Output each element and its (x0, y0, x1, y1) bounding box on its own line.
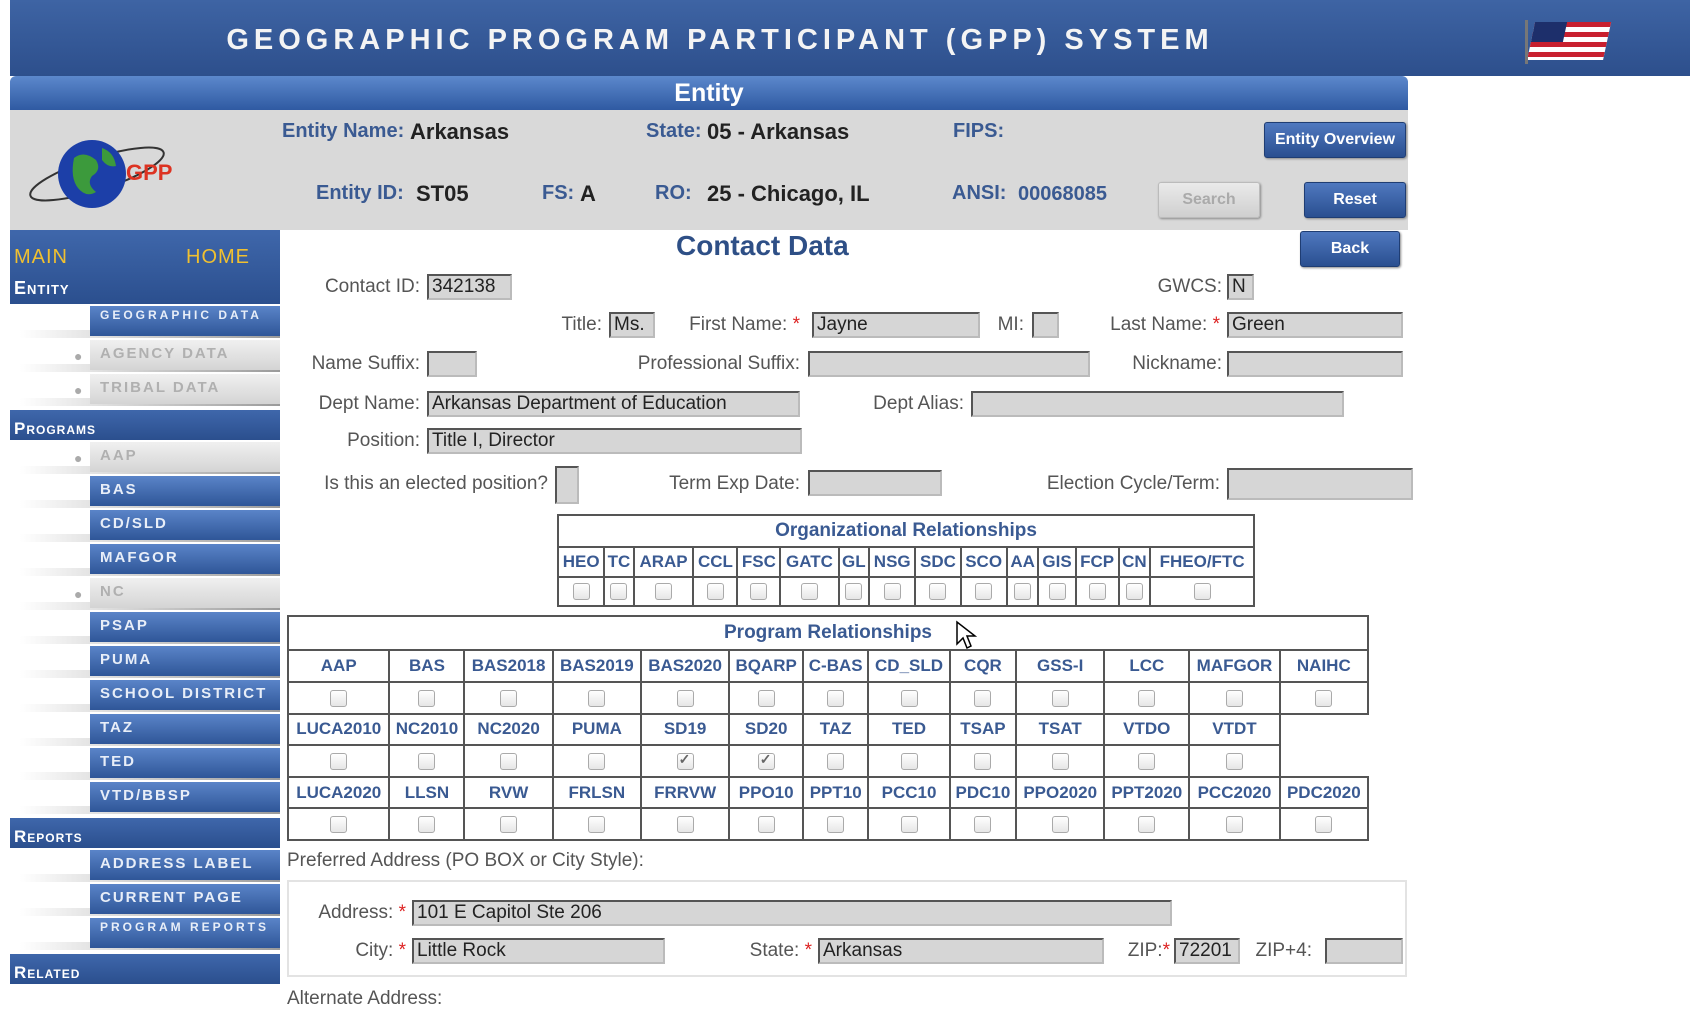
program-rel-label: NAIHC (1280, 650, 1368, 682)
title-label: Title: (561, 314, 602, 335)
program-rel-cell (950, 682, 1016, 714)
program-rel-checkbox[interactable] (827, 753, 844, 770)
program-rel-label: LCC (1104, 650, 1189, 682)
sidebar-item-nc[interactable] (10, 578, 280, 608)
org-relationships-checkboxes (558, 577, 1254, 606)
program-rel-checkbox[interactable] (677, 753, 694, 770)
program-rel-label: CD_SLD (868, 650, 950, 682)
program-rel-label: FRRVW (641, 777, 729, 809)
org-rel-label: NSG (869, 547, 915, 576)
ro-value: 25 - Chicago, IL (707, 181, 870, 206)
program-rel-cell (464, 682, 552, 714)
program-rel-cell (641, 745, 729, 777)
sidebar-section-programs: Programs (10, 410, 280, 440)
sidebar-item-psap[interactable] (10, 612, 280, 642)
sidebar-item-label: BAS (100, 482, 138, 498)
sidebar-item-puma[interactable] (10, 646, 280, 676)
program-rel-empty-cell (1280, 714, 1368, 777)
program-rel-checkbox-row (288, 808, 1368, 840)
program-rel-checkbox[interactable] (1315, 816, 1332, 833)
program-rel-checkbox[interactable] (827, 690, 844, 707)
org-rel-cell (1119, 577, 1151, 606)
org-rel-label: SDC (915, 547, 960, 576)
program-rel-checkbox[interactable] (974, 690, 991, 707)
search-button[interactable]: Search (1158, 182, 1260, 218)
program-rel-cell (553, 745, 641, 777)
program-rel-checkbox[interactable] (1052, 816, 1069, 833)
program-rel-cell (950, 745, 1016, 777)
program-rel-checkbox[interactable] (500, 690, 517, 707)
program-rel-checkbox[interactable] (418, 816, 435, 833)
contact-id-field[interactable]: 342138 (427, 274, 512, 300)
org-rel-label: HEO (558, 547, 604, 576)
sidebar-item-program-reports[interactable] (10, 918, 280, 948)
title-field[interactable]: Ms. (609, 312, 655, 338)
program-rel-checkbox[interactable] (330, 816, 347, 833)
org-rel-checkbox[interactable] (929, 583, 946, 600)
org-rel-cell (869, 577, 915, 606)
program-rel-label: LUCA2010 (288, 714, 389, 746)
sidebar-item-label: TAZ (100, 720, 135, 736)
program-rel-checkbox[interactable] (901, 816, 918, 833)
first-name-field[interactable]: Jayne (812, 312, 980, 338)
program-rel-checkbox[interactable] (677, 816, 694, 833)
program-rel-label: BAS (389, 650, 464, 682)
professional-suffix-label: Professional Suffix: (637, 353, 800, 374)
bullet-icon: ● (74, 484, 83, 500)
program-rel-cell (288, 745, 389, 777)
dept-alias-field[interactable] (971, 391, 1344, 417)
ansi-label: ANSI: (952, 182, 1007, 204)
program-rel-checkbox-row (288, 682, 1368, 714)
sidebar-section-reports: Reports (10, 818, 280, 848)
program-rel-cell (1104, 682, 1189, 714)
us-flag-icon (1524, 18, 1616, 64)
org-rel-label: GIS (1038, 547, 1075, 576)
sidebar-item-label: PSAP (100, 618, 149, 634)
address-state-field[interactable]: Arkansas (818, 938, 1104, 964)
sidebar-item-ted[interactable] (10, 748, 280, 778)
program-rel-checkbox[interactable] (1052, 690, 1069, 707)
program-rel-checkbox[interactable] (1138, 753, 1155, 770)
sidebar-item-label: MAFGOR (100, 550, 179, 566)
program-rel-checkbox[interactable] (901, 753, 918, 770)
program-rel-label: VTDT (1189, 714, 1279, 746)
gpp-logo-text: GPP (126, 160, 173, 185)
org-rel-label: TC (604, 547, 633, 576)
org-rel-checkbox[interactable] (1089, 583, 1106, 600)
org-rel-cell (839, 577, 870, 606)
program-rel-cell (950, 808, 1016, 840)
program-rel-cell (868, 745, 950, 777)
program-rel-label: GSS-I (1016, 650, 1104, 682)
entity-name-value: Arkansas (410, 119, 510, 144)
program-rel-cell (464, 808, 552, 840)
sidebar-section-entity: Entity (14, 278, 70, 298)
program-rel-cell (1016, 808, 1104, 840)
sidebar-item-taz[interactable] (10, 714, 280, 744)
org-rel-checkbox[interactable] (845, 583, 862, 600)
bullet-icon: ● (74, 348, 83, 364)
mi-label: MI: (997, 314, 1024, 335)
program-rel-checkbox[interactable] (330, 753, 347, 770)
page-title: Contact Data (676, 230, 849, 261)
program-rel-label: PCC2020 (1189, 777, 1279, 809)
bullet-icon: ● (74, 892, 83, 908)
program-rel-cell (868, 682, 950, 714)
term-exp-date-label: Term Exp Date: (669, 473, 800, 494)
program-rel-cell (389, 808, 464, 840)
sidebar-item-label: ADDRESS LABEL (100, 856, 254, 872)
org-rel-checkbox[interactable] (1014, 583, 1031, 600)
sidebar-item-tribal-data[interactable] (10, 374, 280, 404)
org-rel-label: FHEO/FTC (1150, 547, 1254, 576)
name-suffix-field[interactable] (427, 351, 477, 377)
app-title: GEOGRAPHIC PROGRAM PARTICIPANT (GPP) SYSTEM (226, 24, 1214, 56)
gwcs-field[interactable]: N (1227, 274, 1254, 300)
sidebar-item-label: TRIBAL DATA (100, 380, 221, 396)
program-rel-label: TSAP (950, 714, 1016, 746)
program-rel-checkbox[interactable] (588, 753, 605, 770)
org-rel-cell (634, 577, 694, 606)
program-rel-label: PPO2020 (1016, 777, 1104, 809)
org-rel-cell (1038, 577, 1075, 606)
program-rel-cell (1280, 682, 1368, 714)
program-rel-label: VTDO (1104, 714, 1189, 746)
program-rel-checkbox[interactable] (330, 690, 347, 707)
bullet-icon: ● (74, 314, 83, 330)
program-rel-label: AAP (288, 650, 389, 682)
contact-id-label: Contact ID: (324, 276, 420, 297)
program-rel-checkbox[interactable] (974, 816, 991, 833)
program-rel-cell (1016, 682, 1104, 714)
gwcs-label: GWCS: (1157, 276, 1222, 297)
org-relationships-title: Organizational Relationships (558, 515, 1254, 547)
last-name-field[interactable]: Green (1227, 312, 1403, 338)
org-rel-checkbox[interactable] (610, 583, 627, 600)
sidebar-item-mafgor[interactable] (10, 544, 280, 574)
nickname-label: Nickname: (1132, 353, 1222, 374)
program-rel-label: NC2010 (389, 714, 464, 746)
entity-info-panel (10, 110, 1408, 230)
org-relationships-table (557, 514, 1255, 607)
program-rel-cell (1189, 682, 1279, 714)
fs-value: A (580, 181, 596, 206)
program-rel-cell (868, 808, 950, 840)
bullet-icon: ● (74, 790, 83, 806)
name-suffix-label: Name Suffix: (311, 353, 420, 374)
bullet-icon: ● (74, 858, 83, 874)
program-rel-checkbox[interactable] (418, 753, 435, 770)
sidebar-item-label: VTD/BBSP (100, 788, 192, 804)
org-rel-label: CN (1119, 547, 1151, 576)
program-rel-cell (803, 745, 868, 777)
program-rel-cell (1189, 808, 1279, 840)
org-rel-checkbox[interactable] (707, 583, 724, 600)
program-rel-cell (1104, 745, 1189, 777)
back-button[interactable]: Back (1300, 231, 1400, 267)
program-rel-checkbox[interactable] (827, 816, 844, 833)
election-cycle-label: Election Cycle/Term: (1046, 473, 1220, 494)
mouse-cursor-icon (955, 620, 977, 650)
org-rel-checkbox[interactable] (1126, 583, 1143, 600)
sidebar-item-aap[interactable] (10, 442, 280, 472)
program-relationships-title: Program Relationships (288, 616, 1368, 650)
program-rel-checkbox[interactable] (677, 690, 694, 707)
program-rel-label: PPT10 (803, 777, 868, 809)
program-rel-cell (641, 682, 729, 714)
bullet-icon: ● (74, 620, 83, 636)
program-rel-checkbox[interactable] (758, 816, 775, 833)
program-rel-checkbox[interactable] (588, 816, 605, 833)
org-rel-label: CCL (693, 547, 737, 576)
program-rel-label-row (288, 777, 1368, 809)
program-rel-label: TED (868, 714, 950, 746)
program-rel-checkbox[interactable] (588, 690, 605, 707)
org-rel-cell (1007, 577, 1039, 606)
bullet-icon: ● (74, 654, 83, 670)
sidebar-item-label: SCHOOL DISTRICT (100, 686, 268, 702)
program-rel-label: BAS2018 (464, 650, 552, 682)
org-rel-label: GATC (780, 547, 838, 576)
sidebar-nav (10, 230, 280, 997)
org-rel-cell (604, 577, 633, 606)
bullet-icon: ● (74, 926, 83, 942)
sidebar-item-label: TED (100, 754, 136, 770)
program-rel-label: CQR (950, 650, 1016, 682)
program-rel-cell (641, 808, 729, 840)
entity-name-label: Entity Name: (282, 120, 405, 142)
program-rel-cell (803, 808, 868, 840)
sidebar-item-school-district[interactable] (10, 680, 280, 710)
program-rel-cell (729, 808, 803, 840)
last-name-label: Last Name: * (1110, 314, 1220, 335)
program-rel-label: MAFGOR (1189, 650, 1279, 682)
preferred-address-title: Preferred Address (PO BOX or City Style): (287, 850, 644, 871)
program-rel-label: BAS2019 (553, 650, 641, 682)
bullet-icon: ● (74, 586, 83, 602)
program-rel-checkbox[interactable] (418, 690, 435, 707)
program-rel-label: BQARP (729, 650, 803, 682)
org-rel-cell (558, 577, 604, 606)
program-rel-label: SD20 (729, 714, 803, 746)
org-rel-label: AA (1007, 547, 1039, 576)
org-rel-cell (693, 577, 737, 606)
sidebar-item-address-label[interactable] (10, 850, 280, 880)
city-label: City: * (355, 940, 406, 961)
program-rel-label: BAS2020 (641, 650, 729, 682)
sidebar-item-label: CURRENT PAGE (100, 890, 243, 906)
sidebar-item-cd-sld[interactable] (10, 510, 280, 540)
program-rel-checkbox[interactable] (974, 753, 991, 770)
program-rel-checkbox[interactable] (1315, 690, 1332, 707)
zip-field[interactable]: 72201 (1174, 938, 1240, 964)
address-state-label: State: * (749, 940, 812, 961)
program-rel-cell (1016, 745, 1104, 777)
program-rel-label: TAZ (803, 714, 868, 746)
program-rel-cell (288, 808, 389, 840)
sidebar-header (10, 230, 280, 304)
org-rel-cell (961, 577, 1007, 606)
program-rel-cell (1189, 745, 1279, 777)
ro-label: RO: (655, 182, 692, 204)
program-rel-checkbox[interactable] (1226, 816, 1243, 833)
program-rel-cell (553, 808, 641, 840)
org-rel-checkbox[interactable] (1049, 583, 1066, 600)
address-field[interactable]: 101 E Capitol Ste 206 (412, 900, 1172, 926)
program-rel-label: FRLSN (553, 777, 641, 809)
program-rel-cell (729, 745, 803, 777)
program-rel-cell (464, 745, 552, 777)
org-relationships-labels (558, 547, 1254, 576)
program-rel-label: TSAT (1016, 714, 1104, 746)
entity-id-value: ST05 (416, 181, 469, 206)
sidebar-item-label: PROGRAM REPORTS (100, 922, 270, 933)
bullet-icon: ● (74, 382, 83, 398)
program-rel-cell (389, 682, 464, 714)
program-rel-cell (553, 682, 641, 714)
sidebar-item-vtd-bbsp[interactable] (10, 782, 280, 812)
program-rel-checkbox[interactable] (1138, 816, 1155, 833)
program-rel-checkbox[interactable] (901, 690, 918, 707)
org-rel-checkbox[interactable] (801, 583, 818, 600)
sidebar-item-label: GEOGRAPHIC DATA (100, 310, 262, 321)
program-rel-label-row (288, 650, 1368, 682)
program-rel-label: LUCA2020 (288, 777, 389, 809)
bullet-icon: ● (74, 688, 83, 704)
org-rel-checkbox[interactable] (884, 583, 901, 600)
org-rel-label: GL (839, 547, 870, 576)
program-rel-label: PCC10 (868, 777, 950, 809)
elected-position-label: Is this an elected position? (324, 473, 548, 494)
alternate-address-title: Alternate Address: (287, 988, 443, 1009)
entity-section-title: Entity (10, 76, 1408, 110)
dept-name-field[interactable]: Arkansas Department of Education (427, 391, 800, 417)
home-link[interactable]: HOME (186, 246, 250, 268)
program-rel-cell (803, 682, 868, 714)
main-link[interactable]: MAIN (14, 246, 68, 268)
city-field[interactable]: Little Rock (412, 938, 665, 964)
program-rel-label: NC2020 (464, 714, 552, 746)
sidebar-item-label: NC (100, 584, 126, 600)
zip4-label: ZIP+4: (1255, 940, 1312, 961)
org-rel-cell (780, 577, 838, 606)
program-rel-checkbox[interactable] (500, 816, 517, 833)
fips-label: FIPS: (953, 120, 1005, 142)
reset-button[interactable]: Reset (1304, 182, 1406, 218)
sidebar-item-geographic-data[interactable] (10, 306, 280, 336)
program-rel-checkbox[interactable] (1138, 690, 1155, 707)
org-rel-checkbox[interactable] (1194, 583, 1211, 600)
position-label: Position: (347, 430, 420, 451)
program-rel-checkbox[interactable] (1226, 690, 1243, 707)
org-rel-label: ARAP (634, 547, 694, 576)
org-rel-checkbox[interactable] (573, 583, 590, 600)
org-rel-checkbox[interactable] (975, 583, 992, 600)
org-rel-label: SCO (961, 547, 1007, 576)
position-field[interactable]: Title I, Director (427, 428, 802, 454)
app-banner (10, 0, 1690, 76)
org-rel-cell (1150, 577, 1254, 606)
program-rel-checkbox[interactable] (1226, 753, 1243, 770)
zip4-field[interactable] (1325, 938, 1403, 964)
sidebar-item-label: CD/SLD (100, 516, 168, 532)
org-rel-label: FSC (737, 547, 780, 576)
program-rel-checkbox-row (288, 745, 1368, 777)
dept-name-label: Dept Name: (318, 393, 420, 414)
org-rel-cell (915, 577, 960, 606)
professional-suffix-field[interactable] (808, 351, 1090, 377)
program-rel-cell (389, 745, 464, 777)
org-rel-label: FCP (1076, 547, 1119, 576)
sidebar-item-label: AAP (100, 448, 138, 464)
nickname-field[interactable] (1227, 351, 1403, 377)
bullet-icon: ● (74, 722, 83, 738)
address-label: Address: * (318, 902, 406, 923)
sidebar-item-label: AGENCY DATA (100, 346, 230, 362)
dept-alias-label: Dept Alias: (873, 393, 964, 414)
sidebar-item-agency-data[interactable] (10, 340, 280, 370)
sidebar-item-bas[interactable] (10, 476, 280, 506)
program-rel-checkbox[interactable] (1052, 753, 1069, 770)
program-rel-cell (1104, 808, 1189, 840)
program-rel-label: PPT2020 (1104, 777, 1189, 809)
program-rel-label: C-BAS (803, 650, 868, 682)
state-value: 05 - Arkansas (707, 119, 850, 144)
program-rel-label: LLSN (389, 777, 464, 809)
program-rel-checkbox[interactable] (758, 690, 775, 707)
program-rel-label: RVW (464, 777, 552, 809)
program-rel-label: PDC2020 (1280, 777, 1368, 809)
program-relationships-table (287, 615, 1369, 841)
elected-position-field[interactable] (555, 466, 579, 504)
bullet-icon: ● (74, 450, 83, 466)
fs-label: FS: (542, 182, 575, 204)
mi-field[interactable] (1032, 312, 1059, 338)
program-rel-label: SD19 (641, 714, 729, 746)
term-exp-date-field[interactable] (808, 470, 942, 496)
program-rel-cell (729, 682, 803, 714)
program-rel-checkbox[interactable] (758, 753, 775, 770)
entity-overview-button[interactable]: Entity Overview (1264, 122, 1406, 158)
org-rel-cell (1076, 577, 1119, 606)
program-rel-cell (288, 682, 389, 714)
entity-id-label: Entity ID: (316, 182, 404, 204)
bullet-icon: ● (74, 518, 83, 534)
org-rel-checkbox[interactable] (655, 583, 672, 600)
program-rel-label: PPO10 (729, 777, 803, 809)
state-label: State: (646, 120, 702, 142)
program-rel-label-row (288, 714, 1368, 746)
sidebar-item-current-page[interactable] (10, 884, 280, 914)
org-rel-cell (737, 577, 780, 606)
bullet-icon: ● (74, 756, 83, 772)
program-rel-label: PDC10 (950, 777, 1016, 809)
first-name-label: First Name: * (689, 314, 800, 335)
org-rel-checkbox[interactable] (750, 583, 767, 600)
zip-label: ZIP:* (1127, 940, 1170, 961)
bullet-icon: ● (74, 552, 83, 568)
program-rel-cell (1280, 808, 1368, 840)
program-rel-label: PUMA (553, 714, 641, 746)
program-rel-checkbox[interactable] (500, 753, 517, 770)
sidebar-section-related: Related (10, 954, 280, 984)
ansi-value: 00068085 (1018, 183, 1107, 205)
election-cycle-field[interactable] (1227, 468, 1413, 500)
sidebar-item-label: PUMA (100, 652, 153, 668)
